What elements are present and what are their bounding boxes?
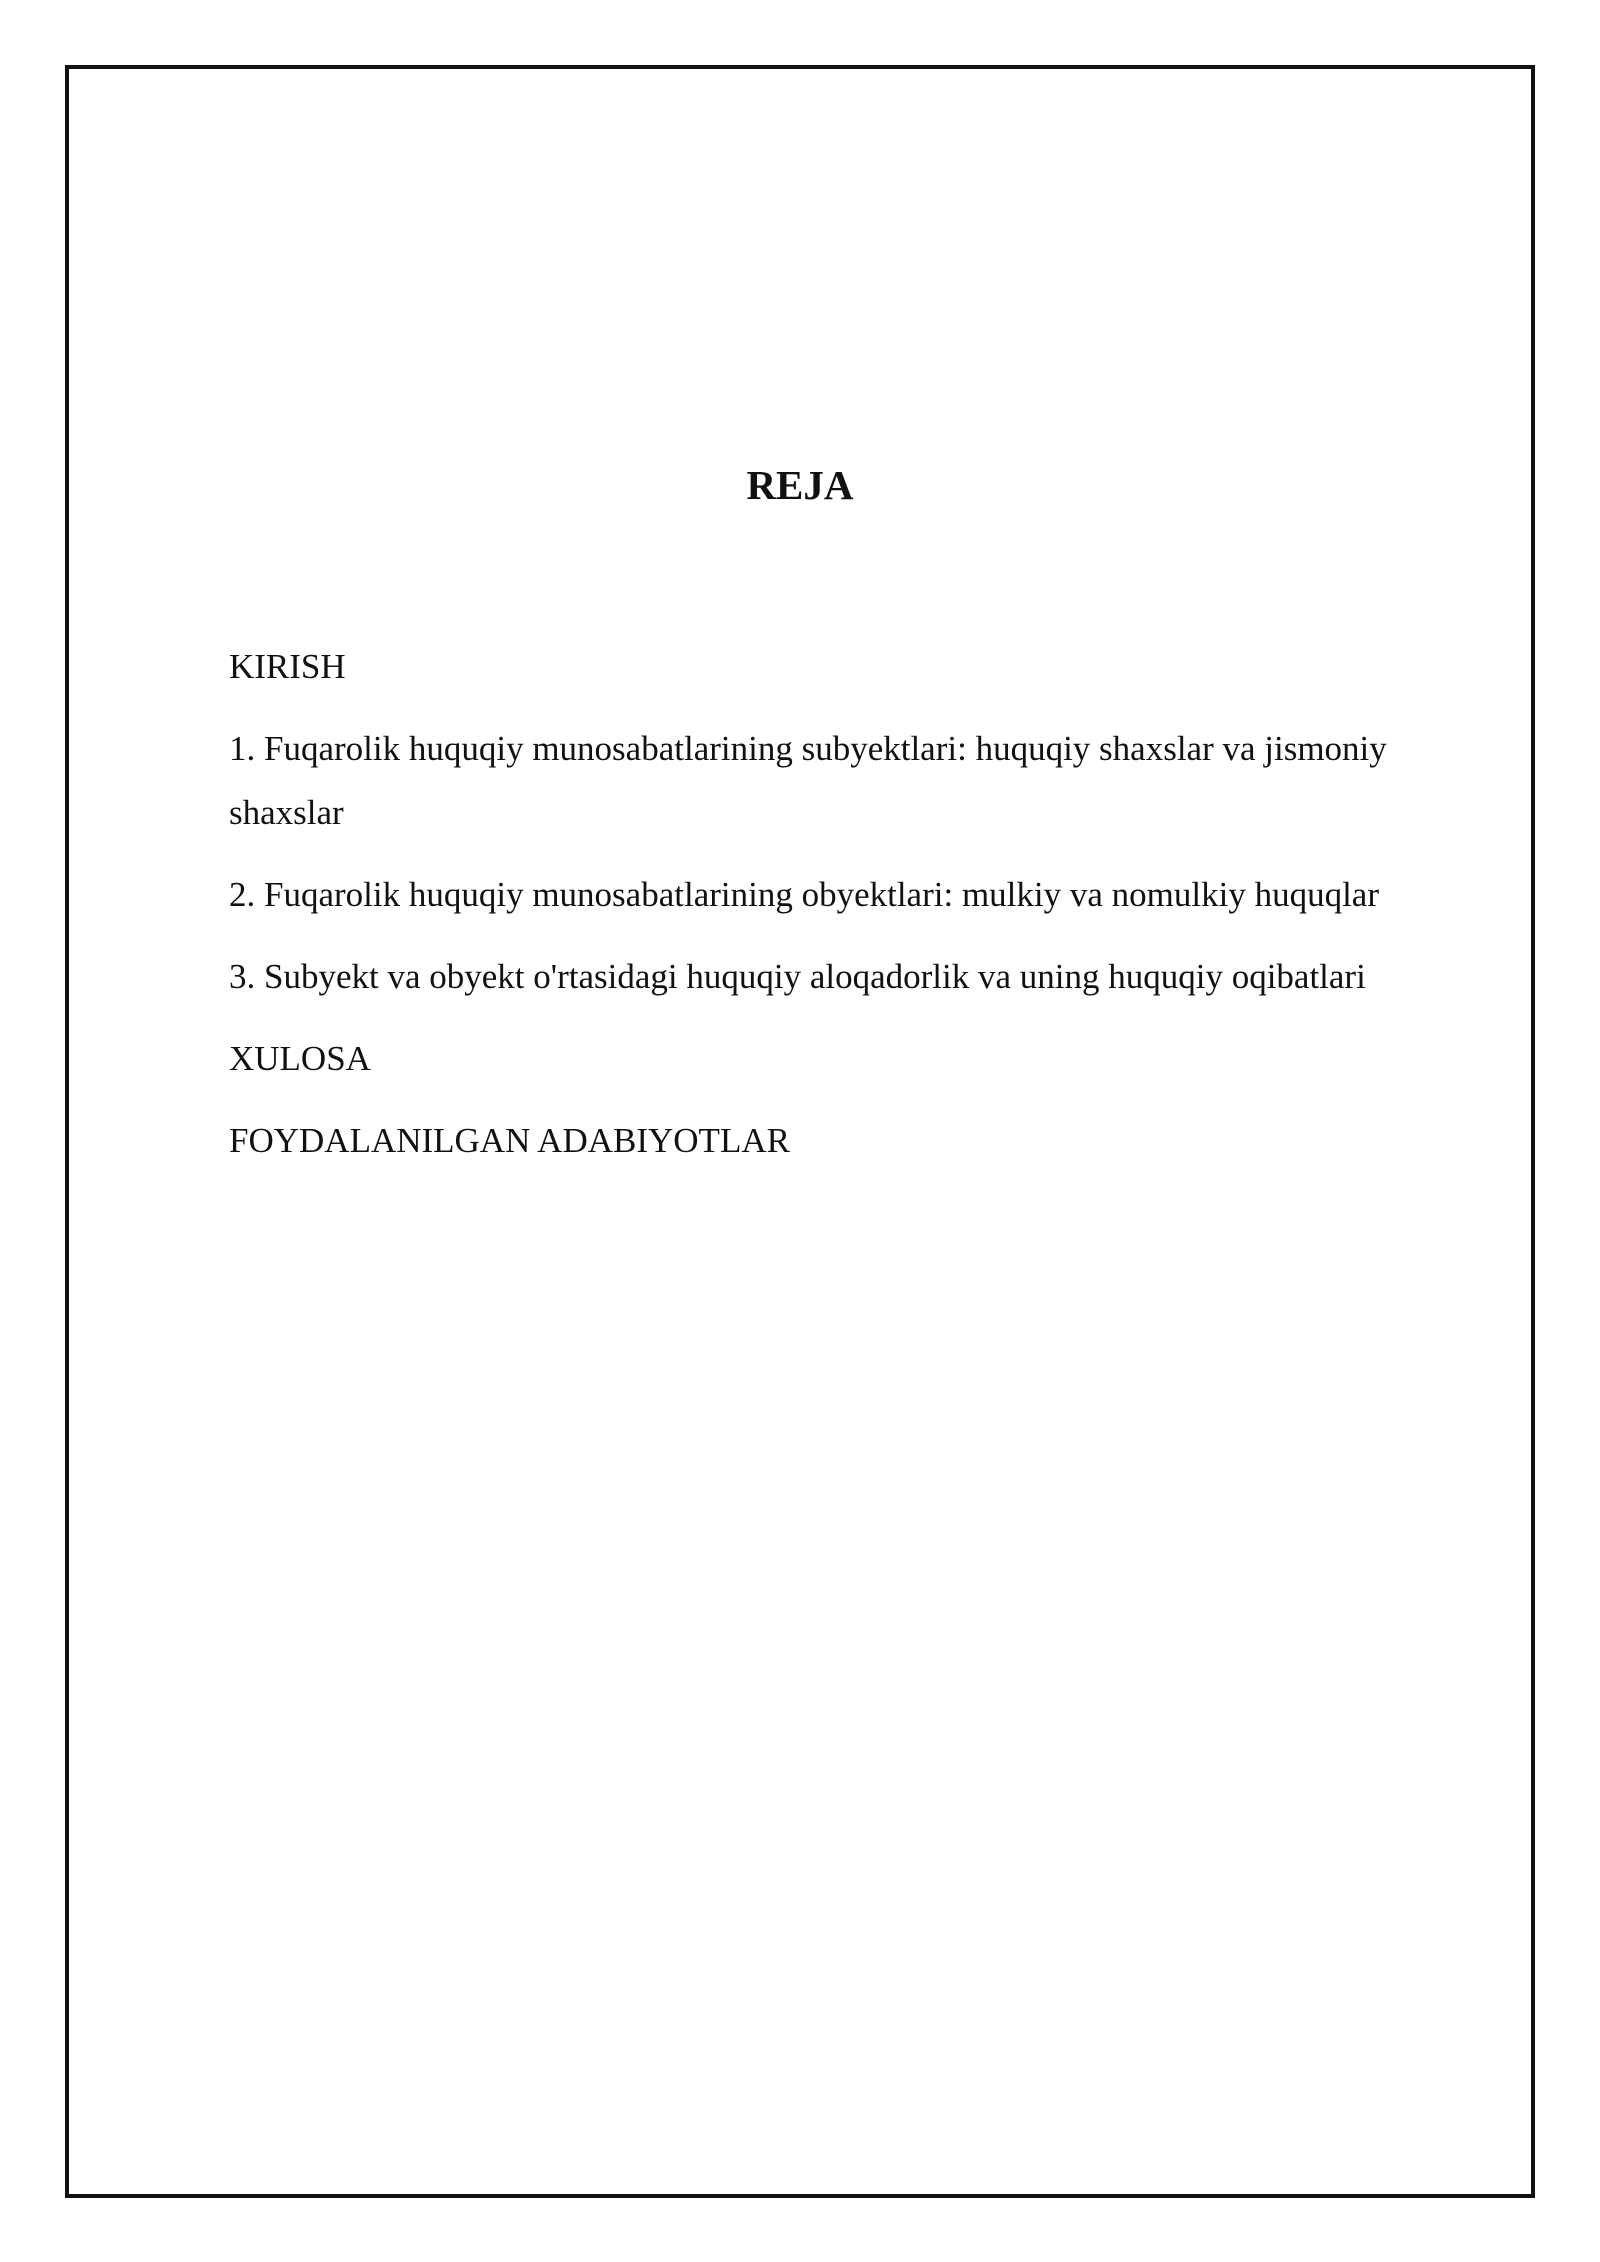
plan-item-conclusion: XULOSA <box>229 1039 371 1078</box>
plan-list <box>229 635 1489 1191</box>
plan-item-2: 2. Fuqarolik huquqiy munosabatlarining obyektlari: mulkiy va nomulkiy huquqlar <box>229 875 1379 914</box>
plan-item-references: FOYDALANILGAN ADABIYOTLAR <box>229 1121 790 1160</box>
plan-item-introduction: KIRISH <box>229 647 346 686</box>
plan-item-3: 3. Subyekt va obyekt o'rtasidagi huquqiy aloqadorlik va uning huquqiy oqibatlari <box>229 957 1366 996</box>
page-title: REJA <box>746 462 854 508</box>
plan-item-1: 1. Fuqarolik huquqiy munosabatlarining subyektlari: huquqiy shaxslar va jismoniy shaxslar <box>229 729 1387 832</box>
